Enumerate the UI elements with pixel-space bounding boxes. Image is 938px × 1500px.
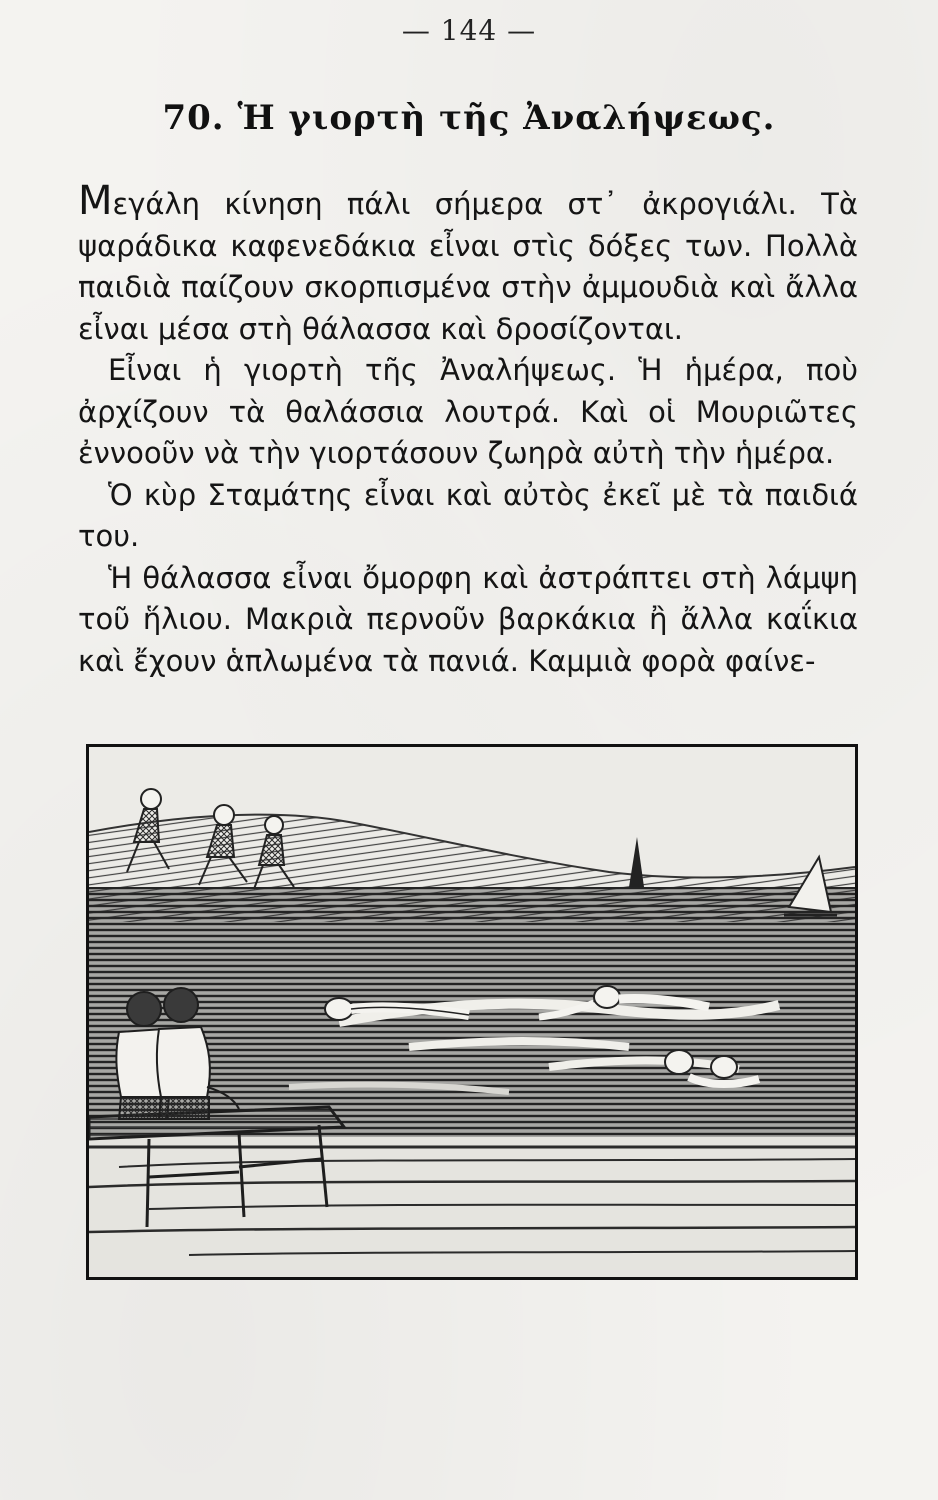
paragraph-1 <box>78 178 858 350</box>
paragraph-4: Ἡ θάλασσα εἶναι ὄμορφη καὶ ἀστράπτει στὴ λάμψη τοῦ ἥλιου. Μακριὰ περνοῦν βαρκάκια ἢ ἄλλα καΐκια καὶ ἔχουν ἁπλωμένα τὰ πανιά. Καμμιὰ φορὰ φαίνε- <box>78 560 858 678</box>
paragraph-2: Εἶναι ἡ γιορτὴ τῆς Ἀναλήψεως. Ἡ ἡμέρα, ποὺ ἀρχίζουν τὰ θαλάσσια λουτρά. Καὶ οἱ Μουριῶτες ἐννοοῦν νὰ τὴν γιορτάσουν ζωηρὰ αὐτὴ τὴν ἡμέρα. <box>78 353 858 470</box>
page-number: — 144 — <box>401 14 537 47</box>
drop-cap: Μ <box>78 178 113 224</box>
paragraph-1-text: εγάλη κίνηση πάλι σήμερα στ᾽ ἀκρογιάλι. Τὰ ψαράδικα καφενεδάκια εἶναι στὶς δόξες των. Πολλὰ παιδιὰ παίζουν σκορπισμένα στὴν ἀμμουδιὰ καὶ ἄλλα εἶναι μέσα στὴ θάλασσα καὶ δροσίζονται. <box>78 187 858 346</box>
illustration-drawing <box>89 747 855 1277</box>
paragraph-3: Ὁ κὺρ Σταμάτης εἶναι καὶ αὐτὸς ἐκεῖ μὲ τὰ παιδιά του. <box>78 477 858 553</box>
chapter-title: 70. Ἡ γιορτὴ τῆς Ἀναλήψεως. <box>162 98 776 138</box>
seaside-illustration <box>86 744 858 1280</box>
body-text <box>78 178 858 682</box>
